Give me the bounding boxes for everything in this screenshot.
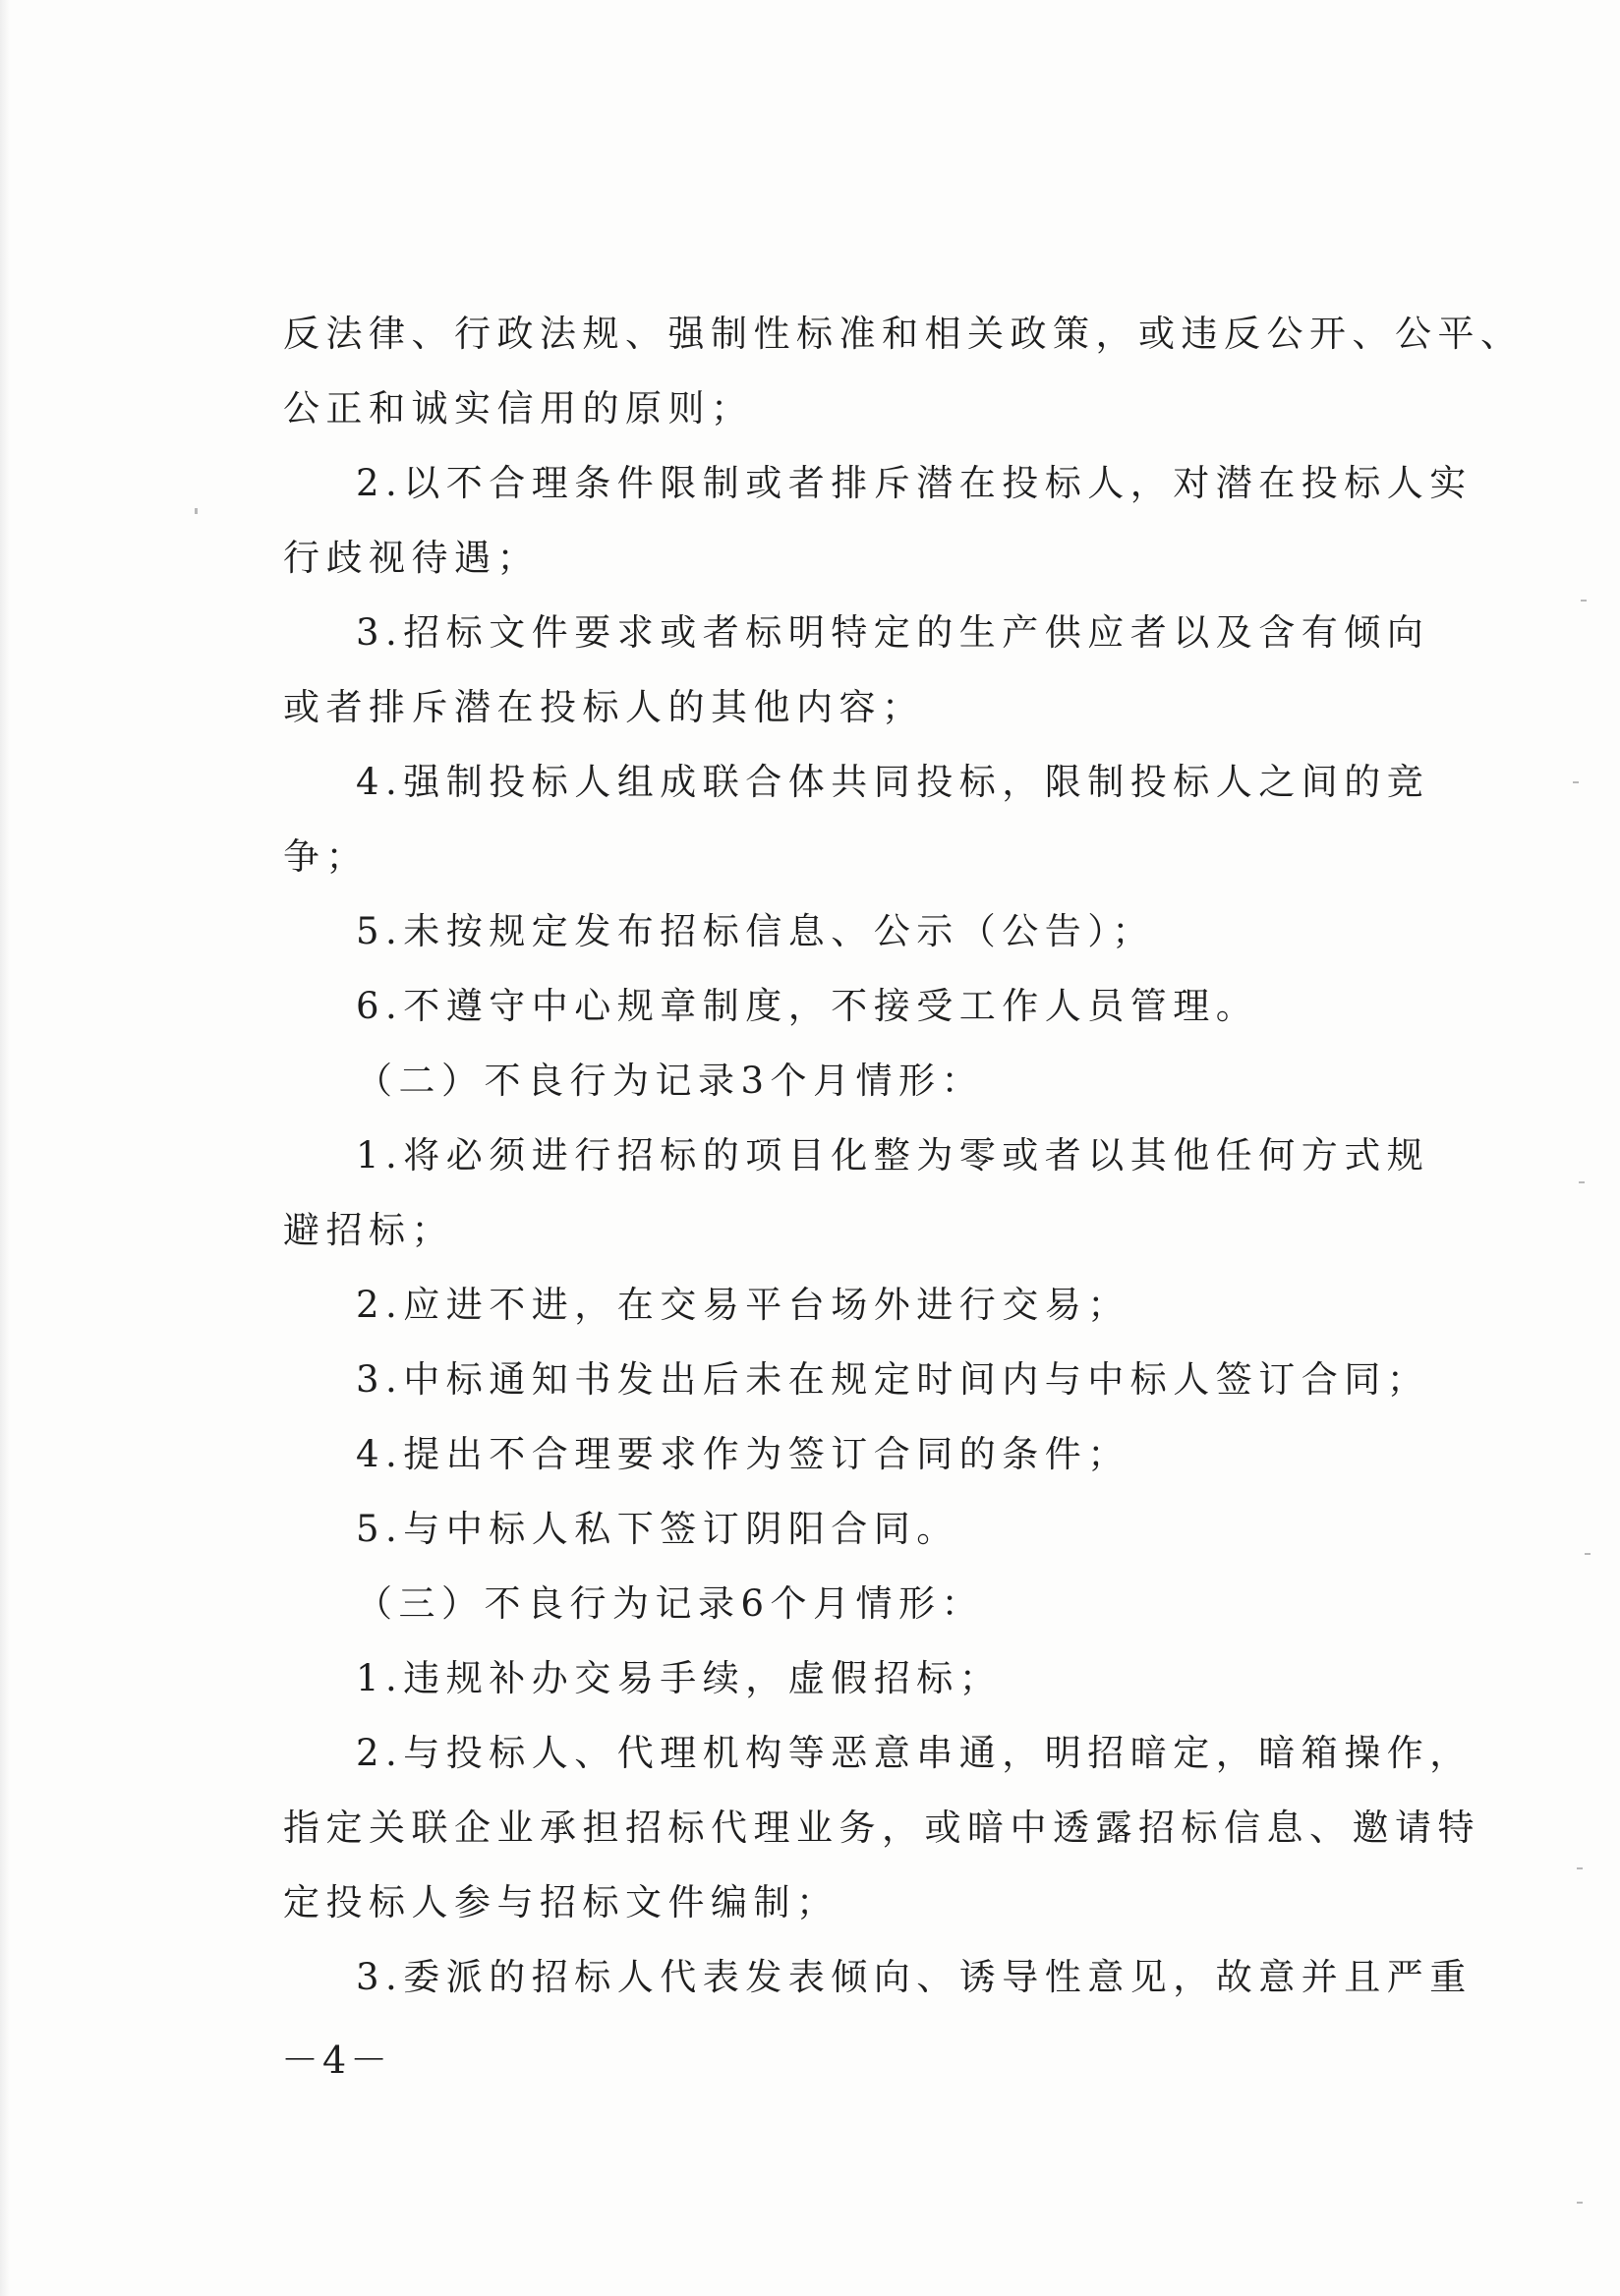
text-line-2: 公正和诚实信用的原则； — [283, 387, 754, 430]
text-line-9: 5.未按规定发布招标信息、公示（公告）； — [356, 910, 1155, 952]
scan-speck — [195, 508, 198, 514]
section-heading-3: （三）不良行为记录6个月情形： — [356, 1582, 985, 1625]
text-line-15: 3.中标通知书发出后未在规定时间内与中标人签订合同； — [356, 1358, 1430, 1401]
text-line-7: 4.强制投标人组成联合体共同投标，限制投标人之间的竞 — [356, 761, 1430, 803]
text-line-4: 行歧视待遇； — [283, 537, 540, 579]
scan-edge-shadow — [0, 0, 10, 2296]
text-line-22: 定投标人参与招标文件编制； — [283, 1881, 839, 1923]
text-line-16: 4.提出不合理要求作为签订合同的条件； — [356, 1433, 1130, 1475]
text-line-12: 1.将必须进行招标的项目化整为零或者以其他任何方式规 — [356, 1134, 1430, 1177]
text-line-10: 6.不遵守中心规章制度，不接受工作人员管理。 — [356, 985, 1259, 1027]
scan-speck — [1585, 1553, 1591, 1555]
text-line-20: 2.与投标人、代理机构等恶意串通，明招暗定，暗箱操作， — [356, 1732, 1473, 1774]
text-line-5: 3.招标文件要求或者标明特定的生产供应者以及含有倾向 — [356, 611, 1430, 654]
section-heading-2: （二）不良行为记录3个月情形： — [356, 1060, 985, 1102]
page-number: －4－ — [281, 2038, 392, 2082]
text-line-23: 3.委派的招标人代表发表倾向、诱导性意见，故意并且严重 — [356, 1956, 1473, 1998]
text-line-13: 避招标； — [283, 1209, 454, 1251]
text-line-8: 争； — [283, 835, 369, 878]
scan-speck — [1577, 1867, 1583, 1869]
text-line-6: 或者排斥潜在投标人的其他内容； — [283, 686, 925, 728]
text-line-19: 1.违规补办交易手续，虚假招标； — [356, 1657, 1003, 1699]
text-line-14: 2.应进不进，在交易平台场外进行交易； — [356, 1284, 1130, 1326]
scan-speck — [1581, 600, 1587, 602]
text-line-21: 指定关联企业承担招标代理业务，或暗中透露招标信息、邀请特 — [283, 1807, 1480, 1849]
text-line-3: 2.以不合理条件限制或者排斥潜在投标人，对潜在投标人实 — [356, 462, 1473, 504]
text-line-1: 反法律、行政法规、强制性标准和相关政策，或违反公开、公平、 — [283, 313, 1524, 355]
text-line-17: 5.与中标人私下签订阴阳合同。 — [356, 1508, 959, 1550]
scan-speck — [1579, 1181, 1585, 1183]
scan-speck — [1573, 781, 1579, 783]
scan-speck — [1577, 2202, 1583, 2204]
